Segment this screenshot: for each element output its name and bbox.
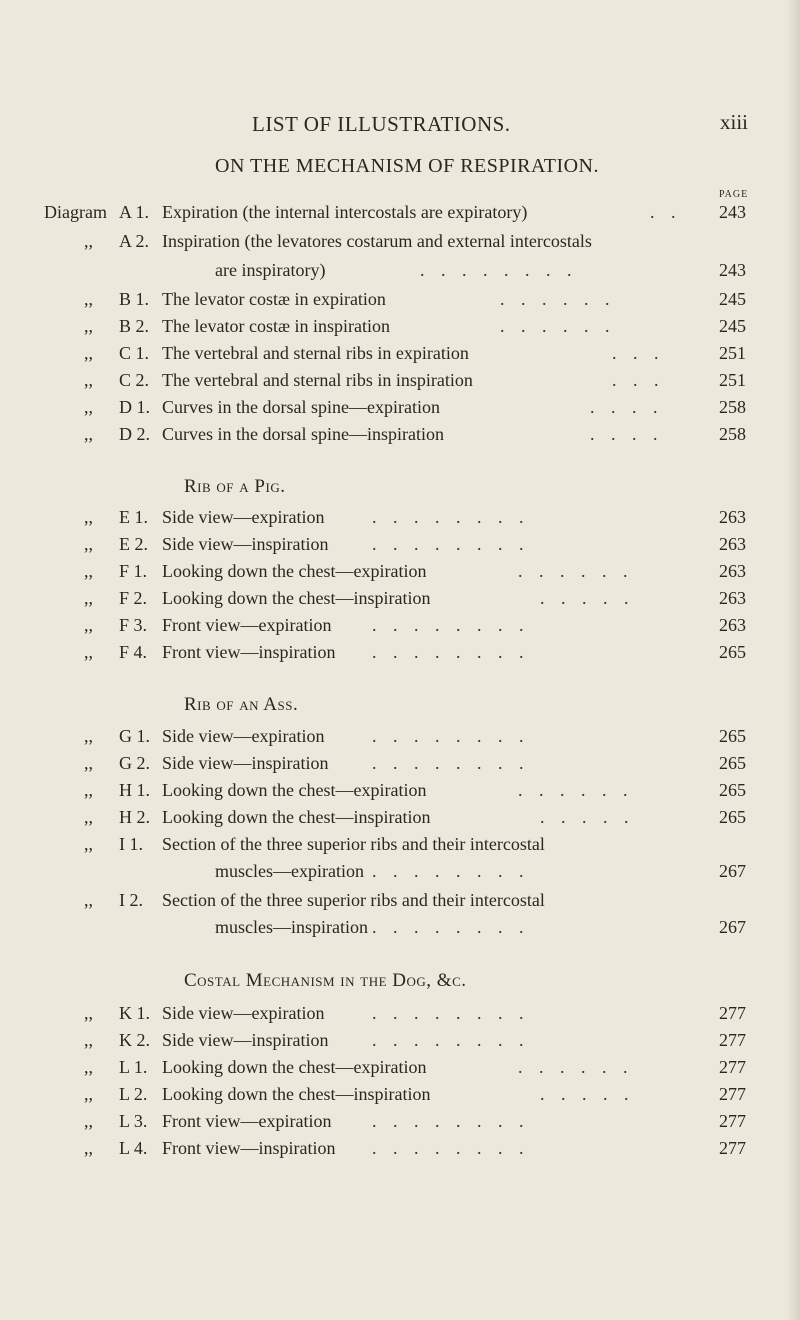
entry-title: Side view—expiration xyxy=(162,1003,325,1023)
ditto-mark: ,, xyxy=(84,615,93,635)
entry-code: C 2. xyxy=(119,370,150,390)
group-heading xyxy=(0,692,800,718)
leader-dots: . . . . xyxy=(590,424,664,444)
leader-dots: . . . . . . . . xyxy=(372,1030,530,1050)
section-title: ON THE MECHANISM OF RESPIRATION. xyxy=(215,155,599,177)
leader-dots: . . . . . . . . xyxy=(372,615,530,635)
entry-title: Side view—inspiration xyxy=(162,1030,329,1050)
group-heading-text: Rib of a Pig. xyxy=(184,476,286,497)
list-item xyxy=(0,1108,800,1134)
leader-dots: . . . . . . . . xyxy=(372,534,530,554)
entry-title: Looking down the chest—expiration xyxy=(162,561,427,581)
list-item-continuation xyxy=(0,257,800,283)
ditto-mark: ,, xyxy=(84,726,93,746)
list-item xyxy=(0,612,800,638)
entry-title: Front view—inspiration xyxy=(162,642,336,662)
list-item xyxy=(0,1135,800,1161)
ditto-mark: ,, xyxy=(84,890,93,910)
entry-page: 277 xyxy=(719,1003,746,1023)
list-item xyxy=(0,394,800,420)
list-item-continuation xyxy=(0,858,800,884)
entry-title: Looking down the chest—expiration xyxy=(162,780,427,800)
list-item xyxy=(0,831,800,857)
entry-code: E 2. xyxy=(119,534,148,554)
entry-page: 263 xyxy=(719,615,746,635)
entry-page: 277 xyxy=(719,1138,746,1158)
leader-dots: . . . . . . . . xyxy=(372,1003,530,1023)
leader-dots: . . . . . xyxy=(540,588,635,608)
entry-title: Looking down the chest—inspiration xyxy=(162,588,431,608)
ditto-mark: ,, xyxy=(84,834,93,854)
entry-code: F 1. xyxy=(119,561,148,581)
entry-code: K 2. xyxy=(119,1030,150,1050)
leader-dots: . . . . . . . . xyxy=(372,861,530,881)
entry-code: L 1. xyxy=(119,1057,148,1077)
entry-page: 258 xyxy=(719,424,746,444)
ditto-mark: ,, xyxy=(84,397,93,417)
entry-title: The levator costæ in expiration xyxy=(162,289,386,309)
entry-title: Section of the three superior ribs and their intercostal xyxy=(162,890,545,910)
entry-code: I 1. xyxy=(119,834,143,854)
leader-dots: . . . . . . . . xyxy=(372,726,530,746)
page-column-heading: PAGE xyxy=(719,189,749,200)
ditto-mark: ,, xyxy=(84,1003,93,1023)
entry-title: The vertebral and sternal ribs in expiration xyxy=(162,343,469,363)
entry-code: L 2. xyxy=(119,1084,148,1104)
ditto-mark: ,, xyxy=(84,424,93,444)
leader-dots: . . . . . . . . xyxy=(420,260,578,280)
entry-code: C 1. xyxy=(119,343,150,363)
list-item xyxy=(0,558,800,584)
entry-page: 263 xyxy=(719,588,746,608)
leader-dots: . . . . xyxy=(590,397,664,417)
ditto-mark: ,, xyxy=(84,289,93,309)
entry-page: 245 xyxy=(719,316,746,336)
entry-title: Front view—inspiration xyxy=(162,1138,336,1158)
running-head: LIST OF ILLUSTRATIONS. xyxy=(252,112,511,136)
leader-dots: . . xyxy=(650,202,682,222)
entry-continuation: muscles—expiration xyxy=(215,861,364,881)
entry-page: 277 xyxy=(719,1057,746,1077)
entry-code: D 1. xyxy=(119,397,150,417)
entry-title: Inspiration (the levatores costarum and external intercostals xyxy=(162,231,592,251)
leader-dots: . . . . . . xyxy=(518,780,634,800)
entry-code: I 2. xyxy=(119,890,143,910)
group-heading xyxy=(0,968,800,994)
leader-dots: . . . . . . . . xyxy=(372,507,530,527)
entry-page: 263 xyxy=(719,561,746,581)
entry-code: B 2. xyxy=(119,316,150,336)
entry-title: Expiration (the internal intercostals are expiratory) xyxy=(162,202,528,222)
entry-page: 243 xyxy=(719,202,746,222)
ditto-mark: ,, xyxy=(84,807,93,827)
entry-page: 245 xyxy=(719,289,746,309)
leader-dots: . . . . . xyxy=(540,1084,635,1104)
entry-title: Curves in the dorsal spine—expiration xyxy=(162,397,440,417)
entry-continuation: muscles—inspiration xyxy=(215,917,368,937)
entry-code: F 3. xyxy=(119,615,148,635)
list-item xyxy=(0,585,800,611)
group-heading xyxy=(0,474,800,500)
ditto-mark: ,, xyxy=(84,231,93,251)
ditto-mark: ,, xyxy=(84,642,93,662)
ditto-mark: ,, xyxy=(84,588,93,608)
leader-dots: . . . . . . . . xyxy=(372,1111,530,1131)
entry-page: 265 xyxy=(719,753,746,773)
entry-page: 243 xyxy=(719,260,746,280)
list-item xyxy=(0,421,800,447)
list-item xyxy=(0,199,800,225)
entry-page: 265 xyxy=(719,780,746,800)
list-item xyxy=(0,639,800,665)
entry-code: G 2. xyxy=(119,753,150,773)
entry-page: 277 xyxy=(719,1111,746,1131)
entry-title: Curves in the dorsal spine—inspiration xyxy=(162,424,444,444)
entry-code: H 2. xyxy=(119,807,150,827)
group-heading-text: Rib of an Ass. xyxy=(184,694,299,715)
list-item xyxy=(0,531,800,557)
entry-page: 267 xyxy=(719,917,746,937)
entry-page: 251 xyxy=(719,343,746,363)
ditto-mark: ,, xyxy=(84,753,93,773)
entry-title: Looking down the chest—inspiration xyxy=(162,1084,431,1104)
entry-continuation: are inspiratory) xyxy=(215,260,326,280)
list-item xyxy=(0,1081,800,1107)
ditto-mark: ,, xyxy=(84,343,93,363)
list-item xyxy=(0,228,800,254)
page-number: xiii xyxy=(720,110,749,134)
list-item xyxy=(0,1000,800,1026)
list-item-continuation xyxy=(0,914,800,940)
entry-title: Side view—inspiration xyxy=(162,753,329,773)
entry-title: Side view—expiration xyxy=(162,507,325,527)
ditto-mark: ,, xyxy=(84,1138,93,1158)
entry-code: L 3. xyxy=(119,1111,148,1131)
entry-code: F 2. xyxy=(119,588,148,608)
ditto-mark: ,, xyxy=(84,1111,93,1131)
entry-prefix: Diagram xyxy=(44,202,107,222)
leader-dots: . . . . . . xyxy=(500,316,616,336)
entry-title: Looking down the chest—expiration xyxy=(162,1057,427,1077)
leader-dots: . . . . . . . . xyxy=(372,917,530,937)
entry-title: Section of the three superior ribs and their intercostal xyxy=(162,834,545,854)
list-item xyxy=(0,313,800,339)
ditto-mark: ,, xyxy=(84,561,93,581)
list-item xyxy=(0,887,800,913)
entry-page: 277 xyxy=(719,1030,746,1050)
group-heading-text: Costal Mechanism in the Dog, &c. xyxy=(184,970,467,991)
entry-code: E 1. xyxy=(119,507,148,527)
ditto-mark: ,, xyxy=(84,316,93,336)
entry-title: Looking down the chest—inspiration xyxy=(162,807,431,827)
list-item xyxy=(0,504,800,530)
entry-page: 265 xyxy=(719,726,746,746)
entry-code: B 1. xyxy=(119,289,150,309)
entry-title: The levator costæ in inspiration xyxy=(162,316,390,336)
ditto-mark: ,, xyxy=(84,1084,93,1104)
leader-dots: . . . . . . xyxy=(518,1057,634,1077)
entry-code: A 1. xyxy=(119,202,150,222)
ditto-mark: ,, xyxy=(84,507,93,527)
entry-title: Side view—inspiration xyxy=(162,534,329,554)
ditto-mark: ,, xyxy=(84,370,93,390)
ditto-mark: ,, xyxy=(84,534,93,554)
list-item xyxy=(0,750,800,776)
entry-code: G 1. xyxy=(119,726,150,746)
leader-dots: . . . . . xyxy=(540,807,635,827)
list-item xyxy=(0,1027,800,1053)
entry-code: K 1. xyxy=(119,1003,150,1023)
leader-dots: . . . . . . . . xyxy=(372,1138,530,1158)
list-item xyxy=(0,286,800,312)
list-item xyxy=(0,804,800,830)
leader-dots: . . . xyxy=(612,370,665,390)
entry-title: Front view—expiration xyxy=(162,1111,332,1131)
list-item xyxy=(0,367,800,393)
entry-code: H 1. xyxy=(119,780,150,800)
leader-dots: . . . xyxy=(612,343,665,363)
ditto-mark: ,, xyxy=(84,780,93,800)
entry-page: 277 xyxy=(719,1084,746,1104)
entry-code: L 4. xyxy=(119,1138,148,1158)
list-item xyxy=(0,777,800,803)
entry-code: F 4. xyxy=(119,642,148,662)
entry-title: Front view—expiration xyxy=(162,615,332,635)
entry-code: A 2. xyxy=(119,231,150,251)
entry-page: 263 xyxy=(719,507,746,527)
leader-dots: . . . . . . xyxy=(500,289,616,309)
entry-title: Side view—expiration xyxy=(162,726,325,746)
ditto-mark: ,, xyxy=(84,1057,93,1077)
entry-page: 265 xyxy=(719,642,746,662)
entry-page: 251 xyxy=(719,370,746,390)
entry-page: 258 xyxy=(719,397,746,417)
list-item xyxy=(0,1054,800,1080)
entry-code: D 2. xyxy=(119,424,150,444)
leader-dots: . . . . . . xyxy=(518,561,634,581)
leader-dots: . . . . . . . . xyxy=(372,753,530,773)
list-item xyxy=(0,340,800,366)
ditto-mark: ,, xyxy=(84,1030,93,1050)
entry-page: 263 xyxy=(719,534,746,554)
entry-page: 265 xyxy=(719,807,746,827)
entry-title: The vertebral and sternal ribs in inspiration xyxy=(162,370,473,390)
list-item xyxy=(0,723,800,749)
entry-page: 267 xyxy=(719,861,746,881)
leader-dots: . . . . . . . . xyxy=(372,642,530,662)
